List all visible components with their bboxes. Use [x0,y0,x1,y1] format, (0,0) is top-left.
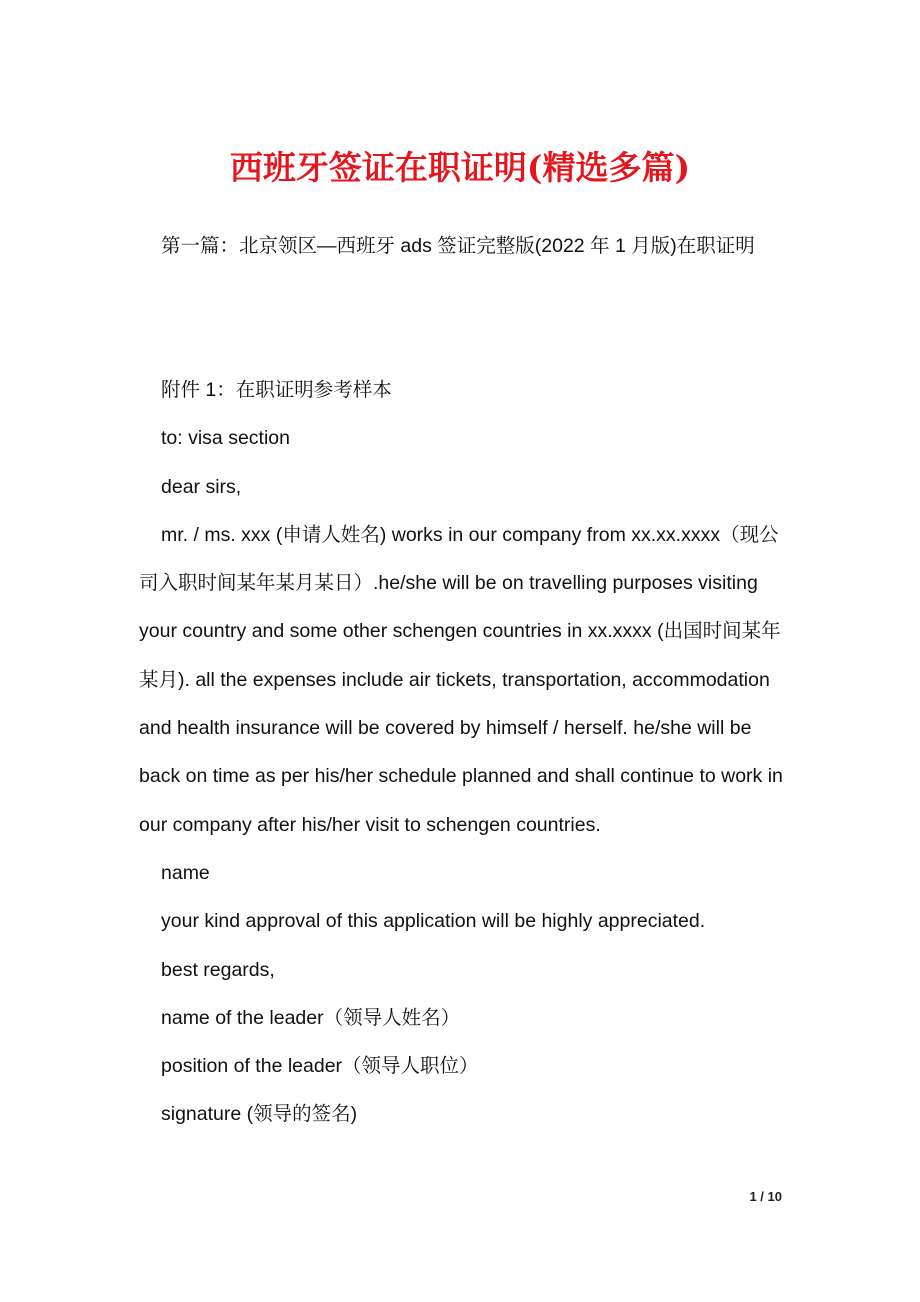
section-heading-block [139,222,784,270]
letter-line-regards: best regards, [161,958,275,981]
letter-body [139,366,784,1139]
letter-line-name: name [161,861,210,884]
letter-recipient: to: visa section [161,427,290,450]
letter-line-signature: signature (领导的签名) [161,1103,358,1126]
section-heading: 第一篇：北京领区—西班牙 ads 签证完整版(2022 年 1 月版)在职证明 [161,235,755,257]
letter-line-approval: your kind approval of this application will be highly appreciated. [161,910,706,933]
letter-line-leader-position: position of the leader（领导人职位） [161,1055,479,1078]
letter-main-paragraph: mr. / ms. xxx (申请人姓名) works in our company from xx.xx.xxxx（现公司入职时间某年某月某日）.he/she will be on travelling purposes visiting your country and some other schengen countries in xx.xxxx (出国时间某年某月). all the expenses include air tickets, transportation, accommodation and health insurance will be covered by himself / herself. he/she will be back on time as per his/her schedule planned and shall continue to work in our company after his/her visit to schengen countries. [139,523,783,836]
attachment-label: 附件 1：在职证明参考样本 [161,379,392,401]
document-title: 西班牙签证在职证明(精选多篇) [229,148,691,187]
letter-line-leader-name: name of the leader（领导人姓名） [161,1006,461,1029]
letter-salutation: dear sirs, [161,475,242,498]
page-number: 1 / 10 [749,1189,782,1204]
